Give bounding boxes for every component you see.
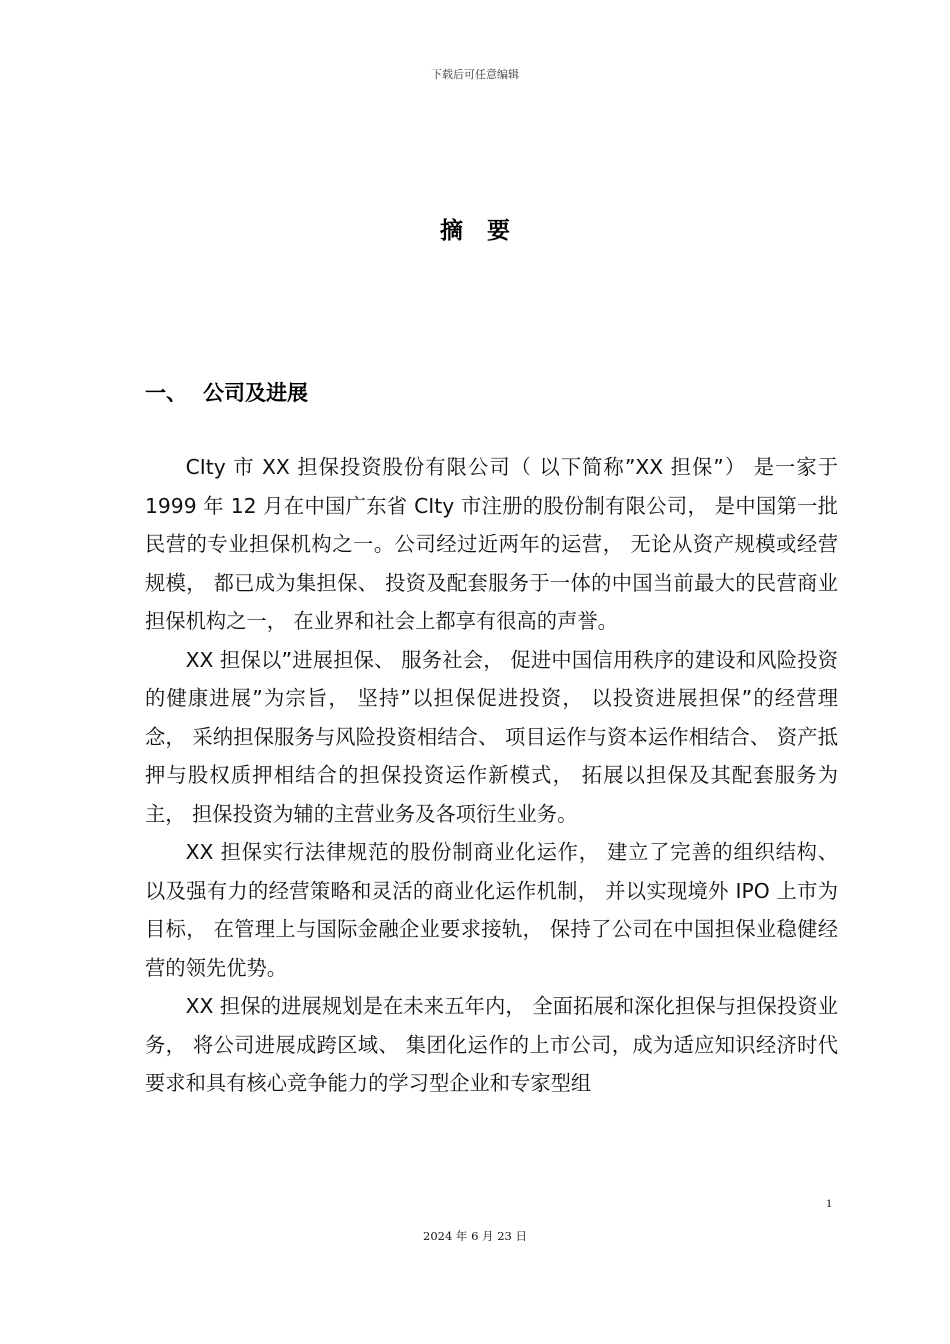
section-title: 公司及进展	[203, 381, 308, 405]
page-number: 1	[826, 1196, 832, 1210]
paragraph: XX 担保的进展规划是在未来五年内， 全面拓展和深化担保与担保投资业务， 将公司进展成跨区域、 集团化运作的上市公司，成为适应知识经济时代要求和具有核心竞争能力的学习型企业和专家型组	[145, 994, 838, 1095]
body-text	[145, 448, 838, 1103]
footer-date: 2024 年 6 月 23 日	[423, 1229, 527, 1243]
paragraph: XX 担保实行法律规范的股份制商业化运作， 建立了完善的组织结构、 以及强有力的经营策略和灵活的商业化运作机制， 并以实现境外 IPO 上市为目标， 在管理上与国际金融企业要求接轨， 保持了公司在中国担保业稳健经营的领先优势。	[145, 840, 838, 980]
paragraph: XX 担保以”进展担保、 服务社会， 促进中国信用秩序的建设和风险投资的健康进展”为宗旨， 坚持”以担保促进投资， 以投资进展担保”的经营理念， 采纳担保服务与风险投资相结合、 项目运作与资本运作相结合、 资产抵押与股权质押相结合的担保投资运作新模式， 拓展以担保及其配套服务为主， 担保投资为辅的主营业务及各项衍生业务。	[145, 647, 838, 826]
document-title: 摘要	[440, 218, 534, 244]
header-note: 下载后可任意编辑	[431, 68, 519, 81]
section-heading	[145, 377, 308, 407]
section-number: 一、	[145, 381, 187, 405]
paragraph: CIty 市 XX 担保投资股份有限公司（ 以下简称”XX 担保”） 是一家于 1999 年 12 月在中国广东省 CIty 市注册的股份制有限公司， 是中国第一批民营的专业担保机构之一。公司经过近两年的运营， 无论从资产规模或经营规模， 都已成为集担保、 投资及配套服务于一体的中国当前最大的民营商业担保机构之一， 在业界和社会上都享有很高的声誉。	[145, 455, 838, 633]
